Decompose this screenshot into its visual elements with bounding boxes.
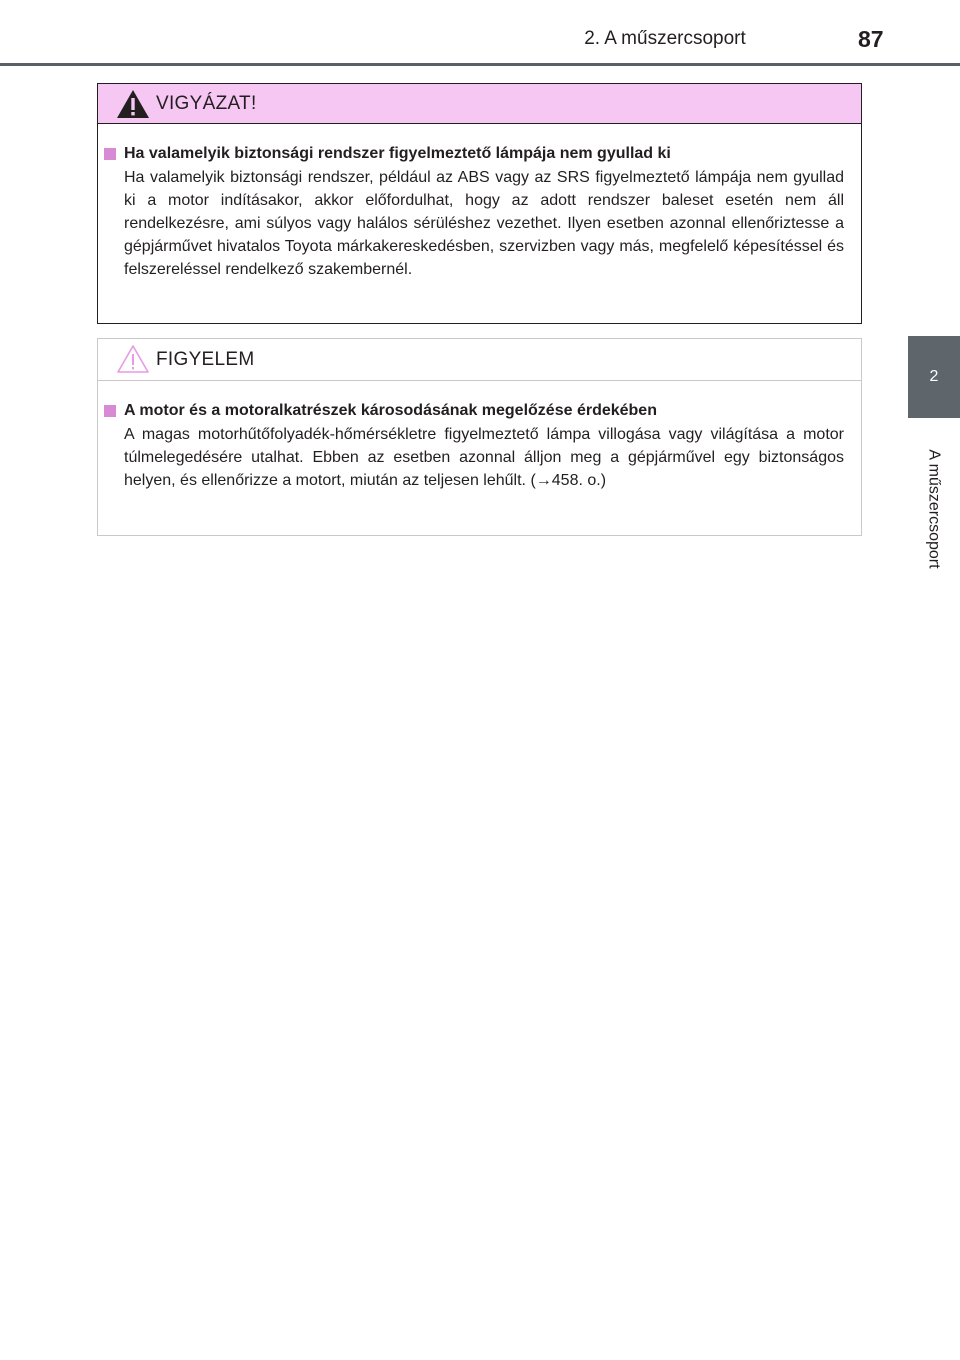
notice-item-title: A motor és a motoralkatrészek károsodásának megelőzése érdekében xyxy=(124,402,657,419)
caution-item-title-row xyxy=(104,144,844,164)
square-bullet-icon xyxy=(104,148,116,160)
square-bullet-icon xyxy=(104,405,116,417)
chapter-tab-number: 2 xyxy=(929,368,939,385)
caution-box-header xyxy=(98,84,861,124)
caution-heading: VIGYÁZAT! xyxy=(156,92,257,114)
caution-box-body xyxy=(98,124,861,281)
caution-item-title: Ha valamelyik biztonsági rendszer figyelmeztető lámpája nem gyullad ki xyxy=(124,145,671,162)
page-header-title: 2. A műszercsoport xyxy=(584,28,746,49)
warning-triangle-outline-icon xyxy=(116,344,150,374)
chapter-side-label-text: A műszercsoport xyxy=(926,449,943,569)
caution-item-text: Ha valamelyik biztonsági rendszer, például az ABS vagy az SRS figyelmeztető lámpája nem gyullad ki a motor indításakor, akkor előfordulhat, hogy az adott rendszer baleset esetén nem áll rendelkezésre, ami súlyos vagy halálos sérüléshez vezethet. Ilyen esetben azonnal ellenőriztesse a gépjárművet hivatalos Toyota márkakereskedésben, szervizben vagy más, megfelelő képesítéssel és felszereléssel rendelkező szakembernél. xyxy=(124,169,844,278)
notice-box xyxy=(97,338,862,536)
notice-item-title-row xyxy=(104,401,844,421)
caution-box xyxy=(97,83,862,324)
notice-box-body xyxy=(98,381,861,492)
notice-item-text: A magas motorhűtőfolyadék-hőmérsékletre figyelmeztető lámpa villogása vagy világítása a motor túlmelegedésére utalhat. Ebben az esetben azonnal álljon meg a gépjárművel egy biztonságos helyen, és ellenőrizze a motort, miután az teljesen lehűlt. (→458. o.) xyxy=(124,426,844,489)
chapter-side-label xyxy=(908,424,960,594)
notice-heading: FIGYELEM xyxy=(156,348,255,370)
page-number: 87 xyxy=(858,26,884,52)
notice-box-header xyxy=(98,339,861,381)
chapter-tab xyxy=(908,336,960,418)
header-divider xyxy=(0,63,960,66)
warning-triangle-filled-icon xyxy=(116,89,150,119)
